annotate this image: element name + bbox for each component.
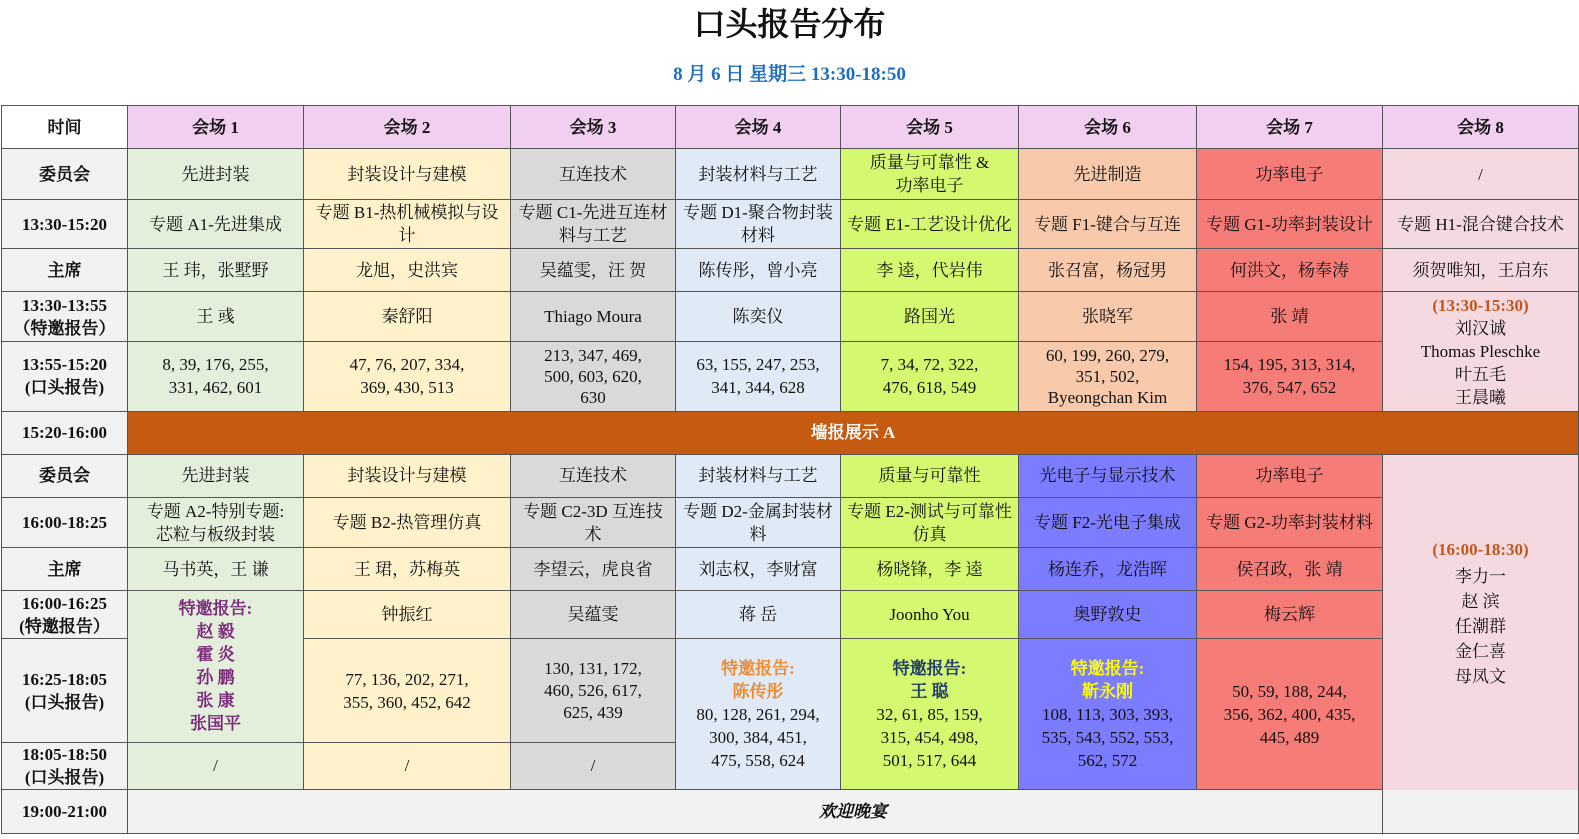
page-subtitle: 8 月 6 日 星期三 13:30-18:50: [673, 64, 906, 85]
row-label-committee: 委员会: [2, 454, 128, 497]
row-label-committee: 委员会: [2, 149, 128, 200]
s1-oral-7: 154, 195, 313, 314, 376, 547, 652: [1197, 341, 1383, 411]
s1-invited-5: 路国光: [841, 292, 1019, 341]
s2-chair-4: 刘志权，李财富: [676, 548, 841, 591]
s1-oral-row: [2, 341, 1579, 411]
s2-venue1-invited-label: 特邀报告:: [178, 599, 253, 619]
s2-venue4-block: [676, 639, 841, 789]
s1-venue8-speaker: Thomas Pleschke: [1420, 342, 1541, 362]
page-title: 口头报告分布: [693, 5, 886, 43]
s2-venue1-speaker: 霍 炎: [196, 645, 235, 665]
s1-committee-5: 质量与可靠性 & 功率电子: [841, 149, 1019, 200]
venue-3-header: 会场 3: [511, 106, 676, 149]
s1-oral-5: 7, 34, 72, 322, 476, 618, 549: [841, 341, 1019, 411]
s2-late-2: /: [304, 742, 511, 789]
s2-invited-7: 梅云辉: [1197, 591, 1383, 639]
venue-1-header: 会场 1: [128, 106, 304, 149]
s1-committee-2: 封装设计与建模: [304, 149, 511, 200]
venue-7-header: 会场 7: [1197, 106, 1383, 149]
s2-venue1-speaker: 张 康: [196, 691, 235, 711]
s2-committee-7: 功率电子: [1197, 454, 1383, 497]
s1-topic-2: 专题 B1-热机械模拟与设计: [304, 200, 511, 249]
s1-invited-3: Thiago Moura: [511, 292, 676, 341]
s1-topic-6: 专题 F1-键合与互连: [1019, 200, 1197, 249]
s2-topic-1: 专题 A2-特别专题: 芯粒与板级封装: [128, 498, 304, 548]
venue-4-header: 会场 4: [676, 106, 841, 149]
s1-invited-1: 王 彧: [128, 292, 304, 341]
s2-venue6-invited-label: 特邀报告:: [1070, 658, 1145, 678]
s2-venue1-speaker: 赵 毅: [196, 622, 235, 642]
s1-topic-3: 专题 C1-先进互连材料与工艺: [511, 200, 676, 249]
poster-row: [2, 411, 1579, 454]
s1-venue8-block: [1383, 292, 1579, 411]
s2-topic-6: 专题 F2-光电子集成: [1019, 498, 1197, 548]
s2-late-1: /: [128, 742, 304, 789]
s1-chair-1: 王 玮，张墅野: [128, 249, 304, 292]
row-label-s2-late: 18:05-18:50 (口头报告): [2, 742, 128, 789]
s1-invited-7: 张 靖: [1197, 292, 1383, 341]
s2-venue8-speaker: 金仁喜: [1455, 642, 1506, 662]
s2-topic-7: 专题 G2-功率封装材料: [1197, 498, 1383, 548]
s2-venue7-numbers: 50, 59, 188, 244, 356, 362, 400, 435, 445, 489: [1197, 639, 1383, 789]
s1-chair-7: 何洪文，杨奉涛: [1197, 249, 1383, 292]
s2-invited-6: 奥野敦史: [1019, 591, 1197, 639]
s2-chair-1: 马书英，王 谦: [128, 548, 304, 591]
s2-venue8-speaker: 李力一: [1455, 567, 1506, 587]
s2-venue4-invited-label: 特邀报告:: [721, 658, 795, 678]
s1-committee-8: /: [1383, 149, 1579, 200]
s1-invited-2: 秦舒阳: [304, 292, 511, 341]
s1-chair-3: 吴蕴雯，汪 贺: [511, 249, 676, 292]
s1-topic-7: 专题 G1-功率封装设计: [1197, 200, 1383, 249]
row-label-s2-invited: 16:00-16:25 (特邀报告）: [2, 591, 128, 639]
header-row: [2, 106, 1579, 149]
venue-8-header: 会场 8: [1383, 106, 1579, 149]
welcome-dinner: 欢迎晚宴: [128, 789, 1579, 833]
s2-venue6-block: [1019, 639, 1197, 789]
s2-venue5-invited-name: 王 聪: [910, 681, 949, 701]
venue-2-header: 会场 2: [304, 106, 511, 149]
s2-topic-2: 专题 B2-热管理仿真: [304, 498, 511, 548]
row-label-s1-invited: 13:30-13:55 （特邀报告）: [2, 292, 128, 341]
s1-oral-1: 8, 39, 176, 255, 331, 462, 601: [128, 341, 304, 411]
venue-5-header: 会场 5: [841, 106, 1019, 149]
s1-chair-4: 陈传彤，曾小亮: [676, 249, 841, 292]
s2-venue5-numbers: 32, 61, 85, 159, 315, 454, 498, 501, 517, 644: [876, 704, 983, 770]
s2-chair-6: 杨连乔，龙浩晖: [1019, 548, 1197, 591]
s1-topic-5: 专题 E1-工艺设计优化: [841, 200, 1019, 249]
s1-committee-3: 互连技术: [511, 149, 676, 200]
s2-committee-row: [2, 454, 1579, 497]
s2-venue8-time: (16:00-18:30): [1432, 540, 1529, 560]
row-label-s1-oral: 13:55-15:20 (口头报告): [2, 341, 128, 411]
s2-committee-2: 封装设计与建模: [304, 454, 511, 497]
s1-oral-4: 63, 155, 247, 253, 341, 344, 628: [676, 341, 841, 411]
venue-6-header: 会场 6: [1019, 106, 1197, 149]
time-header: 时间: [2, 106, 128, 149]
s2-invited-row: [2, 591, 1579, 639]
s2-chair-row: [2, 548, 1579, 591]
s2-committee-4: 封装材料与工艺: [676, 454, 841, 497]
s2-venue1-speaker: 孙 鹏: [196, 668, 235, 688]
s1-oral-3: 213, 347, 469, 500, 603, 620, 630: [511, 341, 676, 411]
s2-venue8-block: [1383, 454, 1579, 833]
row-label-s2-time: 16:00-18:25: [2, 498, 128, 548]
s1-topic-8: 专题 H1-混合键合技术: [1383, 200, 1579, 249]
row-label-poster-time: 15:20-16:00: [2, 411, 128, 454]
s2-venue4-invited-name: 陈传彤: [732, 681, 784, 701]
s1-committee-7: 功率电子: [1197, 149, 1383, 200]
row-label-s2-oral: 16:25-18:05 (口头报告): [2, 639, 128, 742]
s2-late-3: /: [511, 742, 676, 789]
s2-topic-3: 专题 C2-3D 互连技术: [511, 498, 676, 548]
s1-chair-6: 张召富，杨冠男: [1019, 249, 1197, 292]
s1-committee-4: 封装材料与工艺: [676, 149, 841, 200]
s1-chair-2: 龙旭，史洪宾: [304, 249, 511, 292]
s2-committee-6: 光电子与显示技术: [1019, 454, 1197, 497]
s2-committee-5: 质量与可靠性: [841, 454, 1019, 497]
s2-oral-2: 77, 136, 202, 271, 355, 360, 452, 642: [304, 639, 511, 742]
s2-venue8-speaker: 母凤文: [1455, 667, 1506, 687]
row-label-chair: 主席: [2, 249, 128, 292]
dinner-row: [2, 789, 1579, 833]
s1-committee-6: 先进制造: [1019, 149, 1197, 200]
s2-venue6-numbers: 108, 113, 303, 393, 535, 543, 552, 553, 562, 572: [1041, 704, 1174, 770]
s1-invited-4: 陈奕仪: [676, 292, 841, 341]
s2-invited-2: 钟振红: [304, 591, 511, 639]
s2-venue1-invited-block: [128, 591, 304, 742]
s2-invited-4: 蒋 岳: [676, 591, 841, 639]
s2-venue8-speaker: 任潮群: [1455, 617, 1506, 637]
s2-topic-5: 专题 E2-测试与可靠性仿真: [841, 498, 1019, 548]
s2-invited-5: Joonho You: [841, 591, 1019, 639]
s2-topic-row: [2, 498, 1579, 548]
s2-committee-3: 互连技术: [511, 454, 676, 497]
s1-invited-row: [2, 292, 1579, 341]
s2-topic-4: 专题 D2-金属封装材料: [676, 498, 841, 548]
s1-topic-row: [2, 200, 1579, 249]
s1-venue8-speaker: 叶五毛: [1455, 365, 1506, 385]
s2-venue6-invited-name: 靳永刚: [1082, 681, 1133, 701]
s1-oral-6: 60, 199, 260, 279, 351, 502, Byeongchan Kim: [1019, 341, 1197, 411]
s1-topic-4: 专题 D1-聚合物封装材料: [676, 200, 841, 249]
s1-venue8-speaker: 刘汉诚: [1455, 319, 1506, 339]
s1-venue8-time: (13:30-15:30): [1432, 296, 1529, 316]
s2-venue8-speaker: 赵 滨: [1461, 592, 1500, 612]
s2-oral-3: 130, 131, 172, 460, 526, 617, 625, 439: [511, 639, 676, 742]
s2-chair-2: 王 珺，苏梅英: [304, 548, 511, 591]
s1-chair-8: 须贺唯知，王启东: [1383, 249, 1579, 292]
s1-chair-5: 李 逵，代岩伟: [841, 249, 1019, 292]
poster-session-bar: 墙报展示 A: [128, 411, 1579, 454]
row-label-chair: 主席: [2, 548, 128, 591]
s1-venue8-speaker: 王晨曦: [1455, 388, 1506, 408]
s2-committee-1: 先进封装: [128, 454, 304, 497]
s1-committee-row: [2, 149, 1579, 200]
row-label-dinner-time: 19:00-21:00: [2, 789, 128, 833]
s2-venue5-block: [841, 639, 1019, 789]
s2-chair-7: 侯召政，张 靖: [1197, 548, 1383, 591]
s2-venue4-numbers: 80, 128, 261, 294, 300, 384, 451, 475, 558, 624: [696, 704, 820, 770]
schedule-table: [1, 105, 1579, 834]
s1-oral-2: 47, 76, 207, 334, 369, 430, 513: [304, 341, 511, 411]
s2-chair-5: 杨晓锋，李 逵: [841, 548, 1019, 591]
s1-committee-1: 先进封装: [128, 149, 304, 200]
s1-chair-row: [2, 249, 1579, 292]
s1-topic-1: 专题 A1-先进集成: [128, 200, 304, 249]
s2-venue5-invited-label: 特邀报告:: [892, 658, 967, 678]
s1-invited-6: 张晓军: [1019, 292, 1197, 341]
s2-chair-3: 李望云，虎良省: [511, 548, 676, 591]
s2-invited-3: 吴蕴雯: [511, 591, 676, 639]
row-label-s1-time: 13:30-15:20: [2, 200, 128, 249]
s2-venue1-speaker: 张国平: [190, 714, 241, 734]
